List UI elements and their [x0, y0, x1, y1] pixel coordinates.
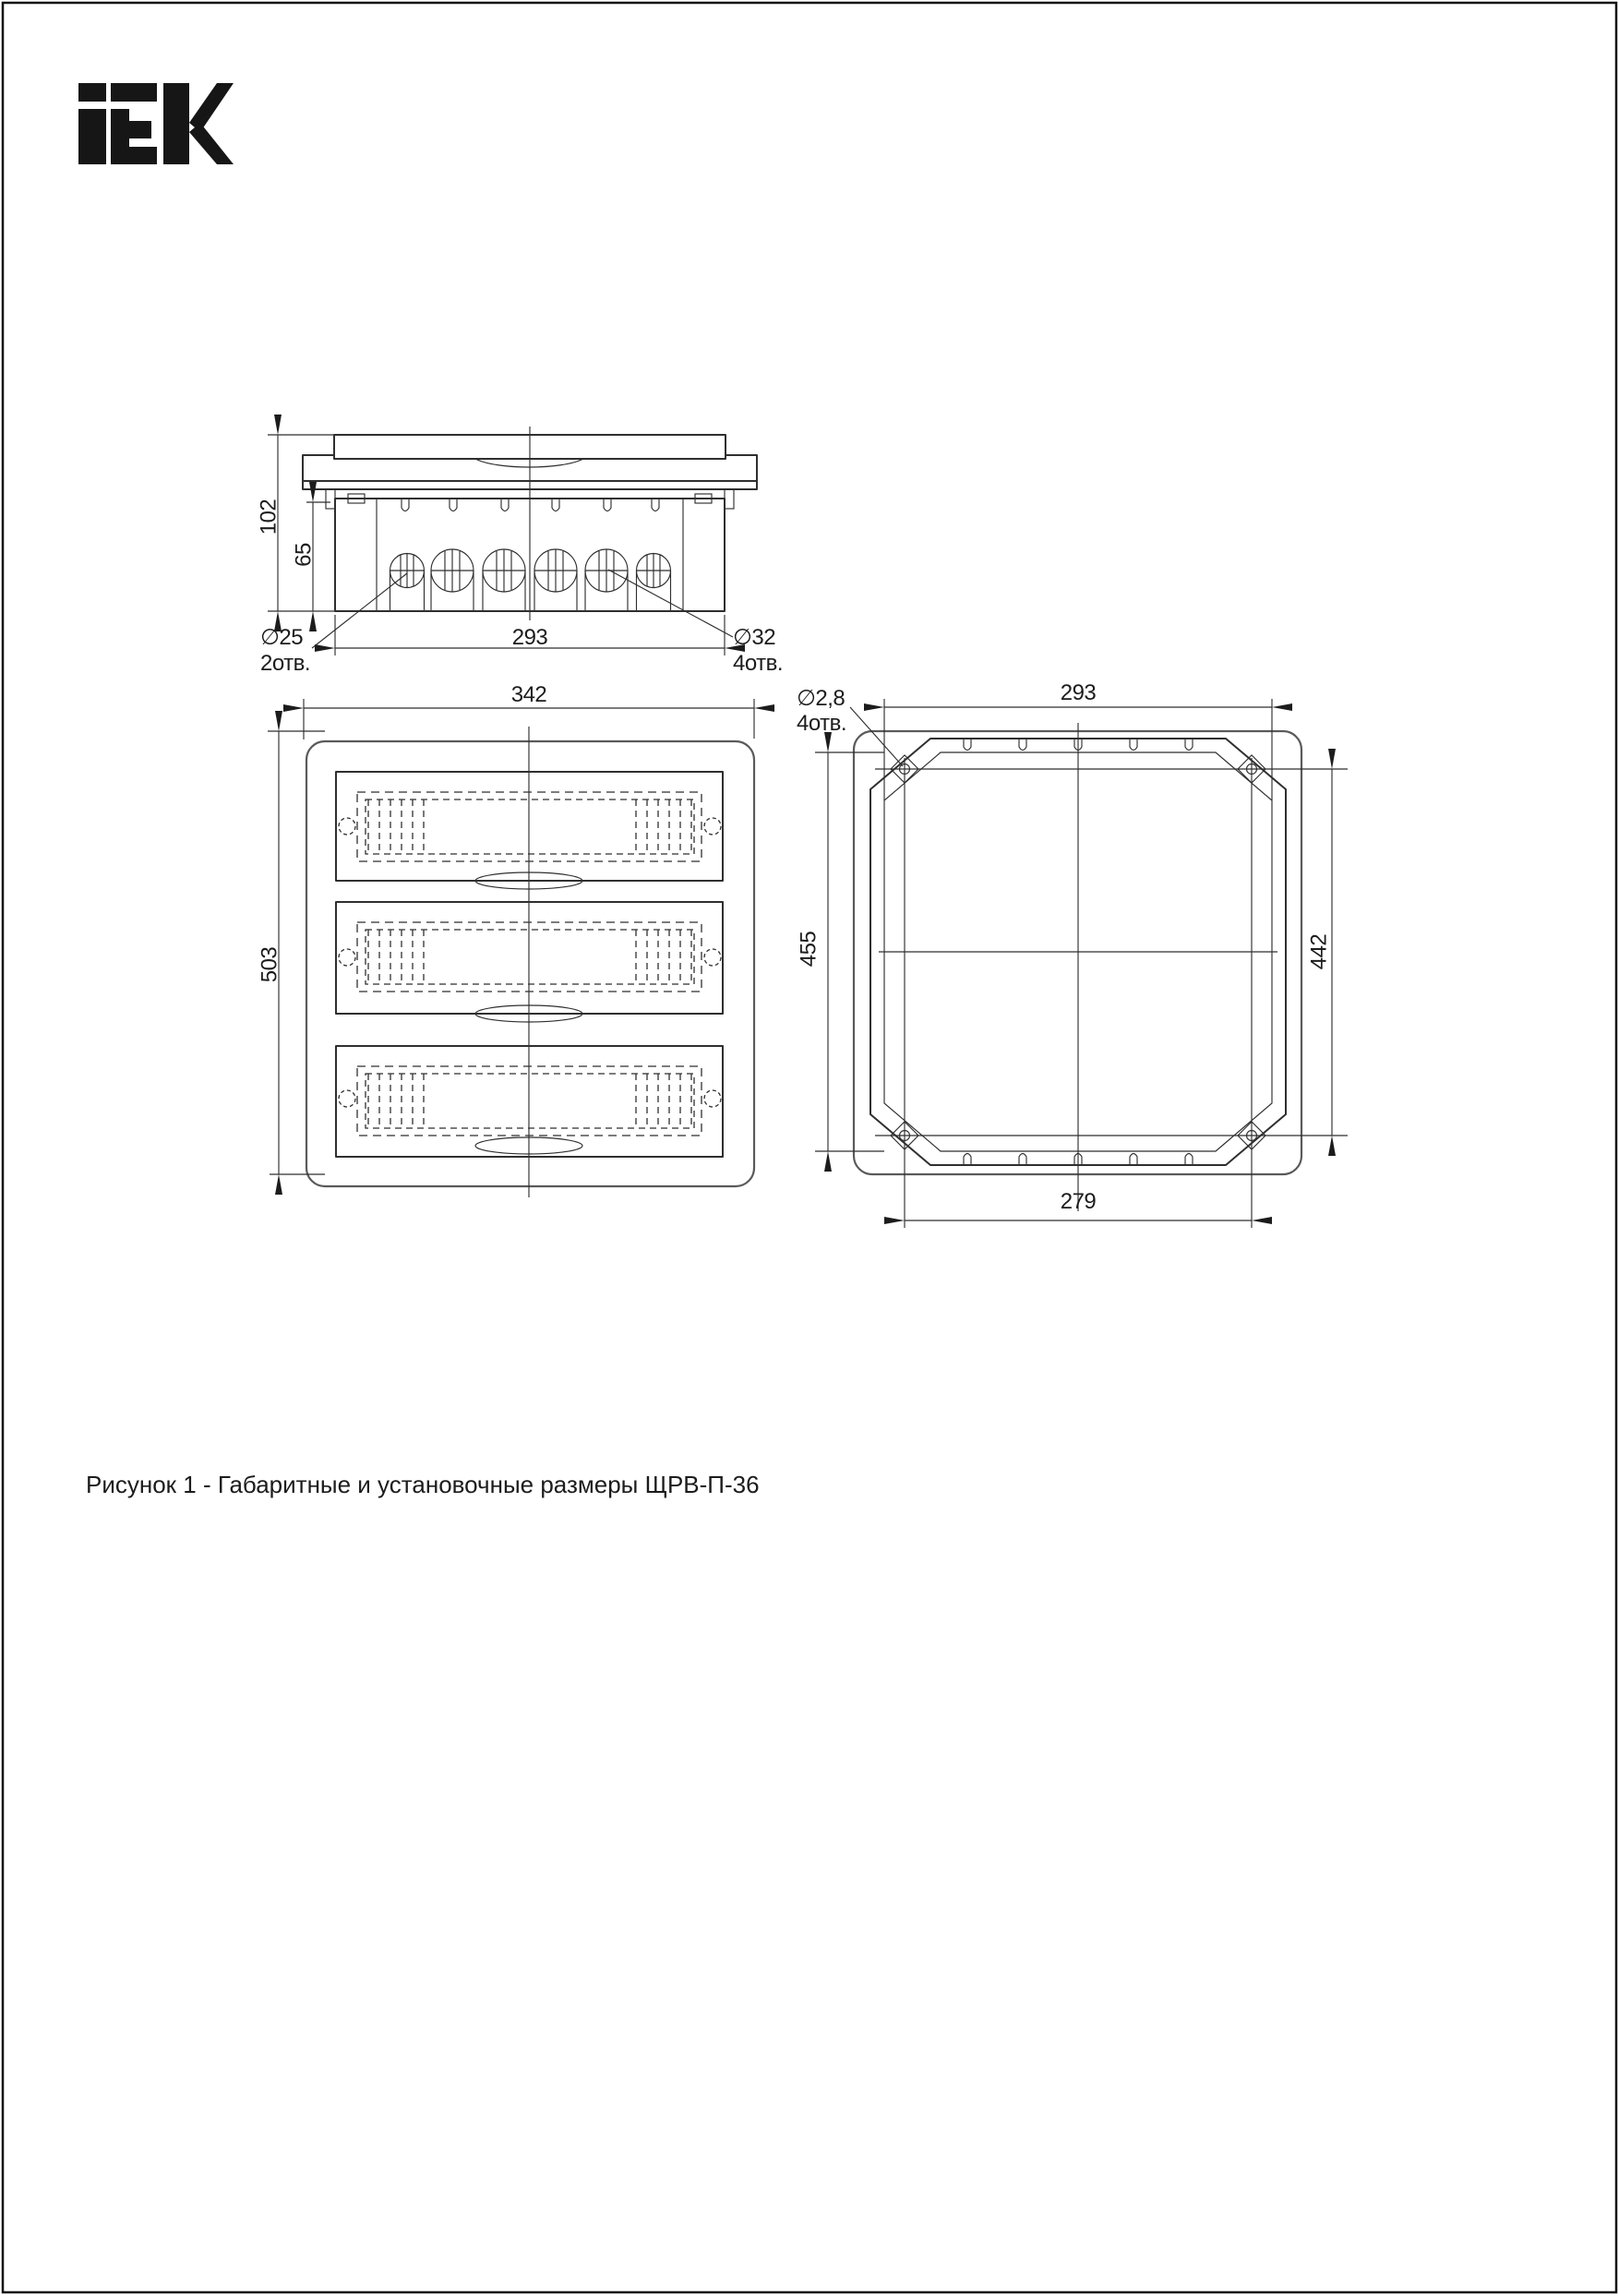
label-d25: ∅25 [260, 625, 304, 650]
dim-293-top-view: 293 [511, 625, 548, 650]
dim-342: 342 [510, 682, 547, 707]
rear-mounting-view [797, 680, 1349, 1228]
dim-293-rear-view: 293 [1060, 680, 1097, 705]
front-view [258, 682, 755, 1197]
label-d32: ∅32 [733, 625, 776, 650]
top-view [257, 427, 784, 676]
dim-503: 503 [257, 946, 282, 983]
label-d32-count: 4отв. [733, 651, 784, 676]
dim-279: 279 [1060, 1189, 1097, 1214]
label-d2-8-count: 4отв. [797, 711, 847, 736]
iek-logo [78, 83, 234, 164]
label-d2-8: ∅2,8 [797, 686, 845, 711]
page-border [3, 3, 1616, 2292]
dim-455: 455 [796, 931, 821, 968]
dim-65: 65 [291, 543, 317, 567]
figure-caption: Рисунок 1 - Габаритные и установочные размеры ЩРВ-П-36 [86, 1471, 760, 1498]
dim-442: 442 [1306, 933, 1332, 970]
label-d25-count: 2отв. [260, 651, 311, 676]
dim-102: 102 [256, 499, 282, 535]
